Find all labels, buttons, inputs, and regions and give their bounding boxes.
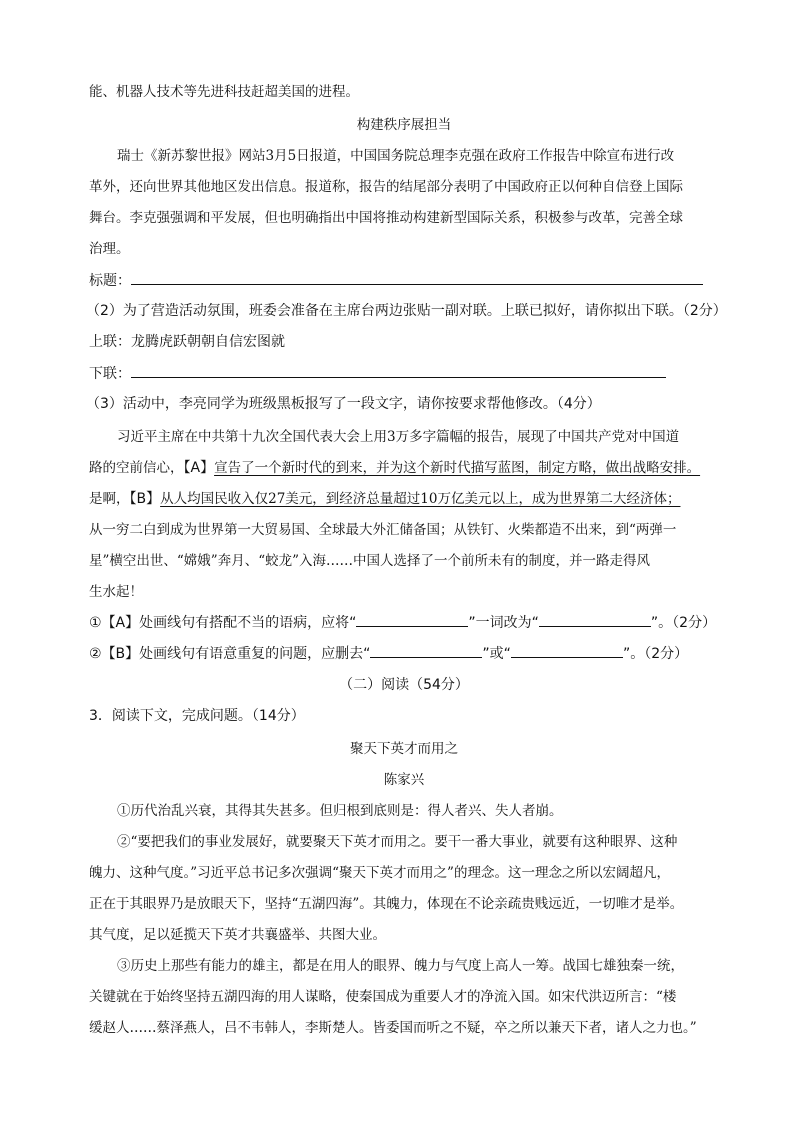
passage-line: 习近平主席在中共第十九次全国代表大会上用3万多字篇幅的报告，展现了中国共产党对中国道	[117, 429, 680, 445]
marker-b: 【B】	[129, 491, 161, 507]
prompt-text: ”。（2分）	[622, 646, 689, 662]
passage-fragment: 是啊，	[89, 491, 130, 507]
passage-line: 从一穷二白到成为世界第一大贸易国、全球最大外汇储备国；从铁钉、火柴都造不出来，到“两弹一	[89, 522, 677, 538]
sub-question-a	[89, 613, 719, 632]
article-line: 其气度，足以延揽天下英才共襄盛举、共图大业。	[89, 927, 386, 943]
text-line: 瑞士《新苏黎世报》网站3月5日报道，中国国务院总理李克强在政府工作报告中除宣布进行改	[117, 148, 675, 164]
title-answer-blank[interactable]	[131, 271, 703, 285]
couplet-first-line: 上联：龙腾虎跃朝朝自信宏图就	[89, 334, 285, 350]
prompt-text: ①【A】处画线句有搭配不当的语病，应将“	[89, 615, 357, 631]
question-2-prompt: （2）为了营造活动氛围，班委会准备在主席台两边张贴一副对联。上联已拟好，请你拟出下联。（2分）	[86, 303, 727, 319]
title-answer-line	[89, 271, 719, 290]
prompt-text: ②【B】处画线句有语意重复的问题，应删去“	[89, 646, 371, 662]
article-line: ③历史上那些有能力的雄主，都是在用人的眼界、魄力与气度上高人一筹。战国七雄独秦一统，	[117, 958, 684, 974]
passage-line	[89, 459, 719, 477]
marker-a: 【A】	[183, 460, 215, 476]
prompt-text: ”或“	[482, 646, 511, 662]
passage-fragment: 路的空前信心，	[89, 460, 184, 476]
question-3-heading: 3．阅读下文，完成问题。（14分）	[89, 708, 305, 724]
underlined-sentence-a: 宣告了一个新时代的到来，并为这个新时代描写蓝图，制定方略，做出战略安排。	[214, 460, 701, 476]
answer-blank-b1[interactable]	[370, 644, 482, 658]
news-headline: 构建秩序展担当	[356, 117, 452, 133]
question-3-prompt: （3）活动中，李亮同学为班级黑板报写了一段文字，请你按要求帮他修改。（4分）	[86, 396, 601, 412]
answer-blank-a1[interactable]	[356, 613, 468, 627]
title-label: 标题：	[89, 273, 131, 289]
passage-line	[89, 490, 719, 508]
article-line: 魄力、这种气度。”习近平总书记多次强调“聚天下英才而用之”的理念。这一理念之所以宏阔超凡，	[89, 865, 670, 881]
answer-blank-a2[interactable]	[539, 613, 651, 627]
text-line: 治理。	[89, 241, 130, 257]
sub-question-b	[89, 644, 719, 663]
second-line-blank[interactable]	[131, 364, 666, 378]
passage-line: 生水起！	[89, 584, 143, 600]
text-line: 能、机器人技术等先进科技赶超美国的进程。	[89, 84, 359, 100]
article-author: 陈家兴	[383, 772, 425, 788]
passage-line: 星”横空出世、“嫦娥”奔月、“蛟龙”入海……中国人选择了一个前所未有的制度，并一路走得风	[89, 553, 651, 569]
prompt-text: ”。（2分）	[650, 615, 717, 631]
underlined-sentence-b: 从人均国民收入仅27美元，到经济总量超过10万亿美元以上，成为世界第二大经济体；	[160, 491, 681, 507]
text-line: 舞台。李克强强调和平发展，但也明确指出中国将推动构建新型国际关系，积极参与改革，完善全球	[89, 210, 683, 226]
article-title: 聚天下英才而用之	[350, 741, 458, 757]
prompt-text: ”一词改为“	[468, 615, 539, 631]
answer-blank-b2[interactable]	[511, 644, 623, 658]
second-line-label: 下联：	[89, 366, 131, 382]
article-line: ②“要把我们的事业发展好，就要聚天下英才而用之。要干一番大事业，就要有这种眼界、这种	[117, 834, 678, 850]
article-line: 关键就在于始终坚持五湖四海的用人谋略，使秦国成为重要人才的净流入国。如宋代洪迈所言：“楼	[89, 989, 677, 1005]
article-line: 正在于其眼界乃是放眼天下，坚持“五湖四海”。其魄力，体现在不论亲疏贵贱远近，一切唯才是举。	[89, 896, 684, 912]
article-paragraph-1: ①历代治乱兴衰，其得其失甚多。但归根到底则是：得人者兴、失人者崩。	[117, 803, 563, 819]
article-line: 缓赵人……蔡泽燕人，吕不韦韩人，李斯楚人。皆委国而听之不疑，卒之所以兼天下者，诸人之力也。”	[89, 1020, 697, 1036]
section-heading: （二）阅读（54分）	[339, 677, 469, 693]
couplet-second-line	[89, 364, 719, 383]
text-line: 革外，还向世界其他地区发出信息。报道称，报告的结尾部分表明了中国政府正以何种自信登上国际	[89, 179, 683, 195]
